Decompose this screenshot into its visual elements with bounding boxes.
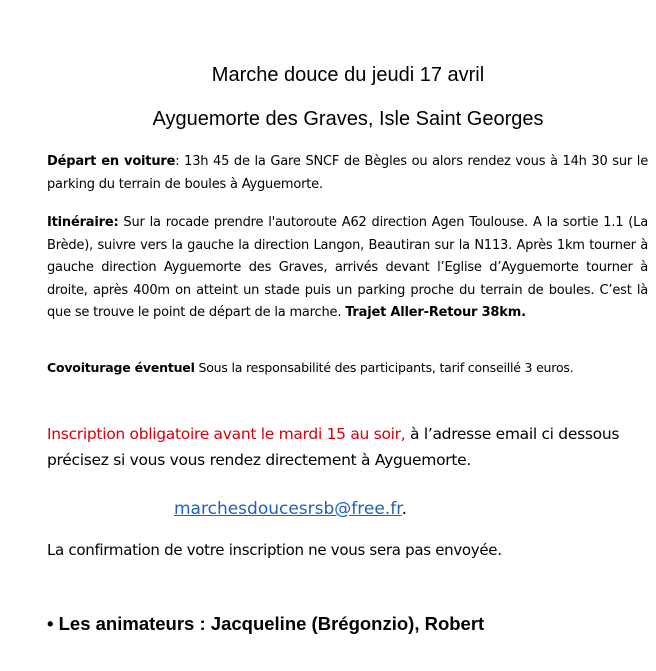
animateurs-text: Les animateurs : Jacqueline (Brégonzio), Robert: [53, 613, 485, 634]
document-subtitle: Ayguemorte des Graves, Isle Saint Georges: [152, 108, 544, 130]
inscription-text: à l’adresse email ci dessous précisez si vous vous rendez directement à Ayguemorte.: [47, 425, 620, 469]
itineraire-paragraph: [47, 212, 648, 325]
inscription-warning: Inscription obligatoire avant le mardi 15 au soir,: [47, 425, 406, 443]
email-trailing: .: [401, 499, 408, 519]
trajet-text: Trajet Aller-Retour 38km.: [345, 305, 526, 320]
itineraire-label: Itinéraire:: [47, 215, 119, 230]
email-line: [174, 497, 407, 521]
depart-text: : 13h 45 de la Gare SNCF de Bègles ou alors rendez vous à 14h 30 sur le parking du terrain de boules à Ayguemorte.: [47, 154, 649, 192]
depart-paragraph: [47, 151, 648, 196]
depart-label: Départ en voiture: [47, 154, 176, 169]
email-link[interactable]: marchesdoucesrsb@free.fr: [174, 499, 402, 519]
covoiturage-label: Covoiturage éventuel: [47, 360, 195, 375]
confirmation-note: La confirmation de votre inscription ne vous sera pas envoyée.: [47, 541, 502, 559]
animateurs-line: [47, 612, 484, 636]
covoiturage-paragraph: [47, 357, 648, 380]
inscription-paragraph: [47, 421, 648, 473]
bullet-icon: •: [47, 613, 54, 634]
itineraire-text: Sur la rocade prendre l'autoroute A62 direction Agen Toulouse. A la sortie 1.1 (La Brède), suivre vers la gauche la direction Langon, Beautiran sur la N113. Après 1km tourner à gauche direction Ayguemorte des Graves, arrivés devant l’Eglise d’Ayguemorte tourner à droite, après 400m on atteint un stade puis un parking proche du terrain de boules. C’est là que se trouve le point de départ de la marche.: [47, 215, 648, 320]
covoiturage-text: Sous la responsabilité des participants, tarif conseillé 3 euros.: [194, 360, 574, 375]
document-title: Marche douce du jeudi 17 avril: [211, 64, 485, 86]
